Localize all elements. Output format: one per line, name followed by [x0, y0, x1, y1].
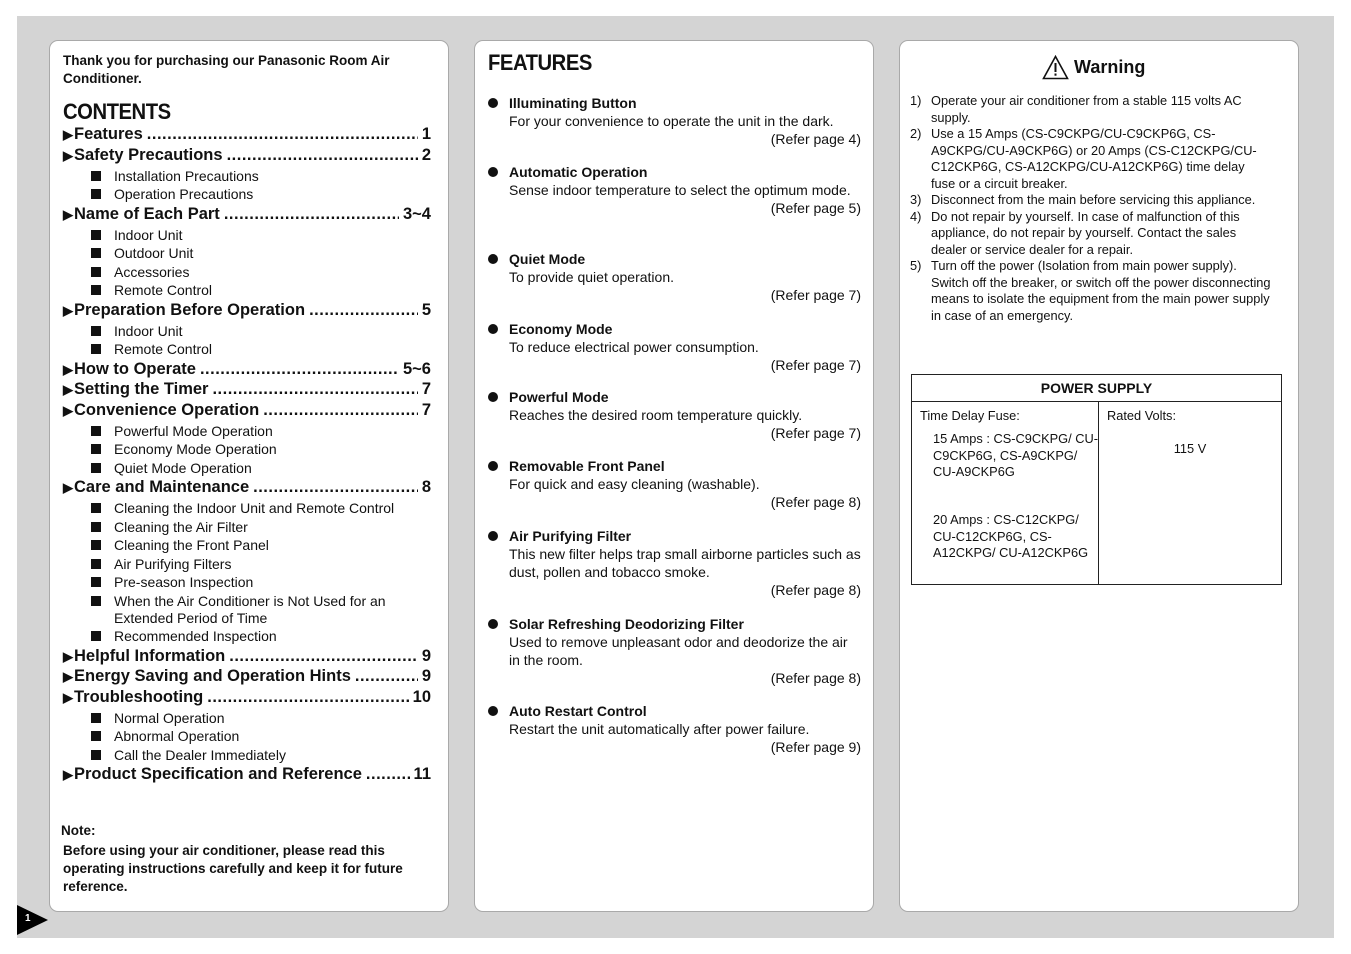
- arrow-right-icon: ▶: [63, 361, 73, 377]
- toc-subentry: [63, 441, 431, 458]
- warning-item: [910, 258, 1272, 324]
- toc-subentry: [63, 747, 431, 764]
- warning-heading: [1042, 55, 1145, 80]
- feature-heading: [488, 702, 861, 720]
- power-supply-table: [911, 374, 1282, 585]
- feature-title: Illuminating Button: [509, 95, 637, 111]
- toc-leader-dots: [366, 765, 410, 784]
- toc-subentry: [63, 323, 431, 340]
- round-bullet-icon: [488, 531, 498, 541]
- toc-entry-page: 2: [421, 145, 431, 164]
- toc-entry-title: Product Specification and Reference: [74, 765, 362, 783]
- toc-subentry-text: Indoor Unit: [114, 226, 183, 243]
- toc-subentry-text: Economy Mode Operation: [114, 441, 277, 457]
- power-supply-title: POWER SUPPLY: [912, 375, 1281, 402]
- toc-leader-dots: [229, 647, 418, 666]
- toc-subentry: [63, 227, 431, 244]
- toc-entry-title: Convenience Operation: [74, 400, 260, 419]
- toc-leader-dots: [263, 401, 418, 420]
- arrow-right-icon: ▶: [63, 206, 73, 222]
- toc-leader-dots: [355, 667, 418, 686]
- feature-description: To provide quiet operation.: [509, 269, 674, 285]
- feature-item: [488, 457, 861, 511]
- toc-entry: [63, 765, 431, 786]
- fuse-15-amps: 15 Amps : CS-C9CKPG/ CU-C9CKP6G, CS-A9CKPG/ CU-A9CKP6G: [933, 431, 1098, 479]
- feature-page-reference: (Refer page 7): [770, 357, 861, 373]
- warning-item-number: 5): [910, 258, 922, 273]
- warning-item-text: Use a 15 Amps (CS-C9CKPG/CU-C9CKP6G, CS-A9CKPG/CU-A9CKP6G) or 20 Amps (CS-C12CKPG/CU-C12CKP6G, CS-A12CKPG/CU-A12CKP6G) time delay fuse or a circuit breaker.: [931, 126, 1257, 191]
- warning-item-number: 1): [910, 93, 922, 108]
- toc-subentry: [63, 282, 431, 299]
- toc-entry-page: 5: [421, 300, 431, 319]
- square-bullet-icon: [91, 285, 101, 295]
- toc-subentry-text: Outdoor Unit: [114, 245, 194, 261]
- toc-subentry-text: Recommended Inspection: [114, 628, 277, 644]
- toc-subentry: [63, 264, 431, 281]
- warning-item-number: 2): [910, 126, 922, 141]
- toc-subentry: [63, 519, 431, 536]
- feature-page-reference: (Refer page 7): [770, 425, 861, 441]
- toc-entry-title: Care and Maintenance: [74, 478, 250, 496]
- toc-entry: [63, 125, 431, 146]
- feature-item: [488, 527, 861, 599]
- toc-leader-dots: [212, 380, 417, 399]
- toc-subentry: [63, 728, 431, 745]
- feature-heading: [488, 163, 861, 181]
- feature-page-reference: (Refer page 8): [770, 670, 861, 686]
- toc-subentry-text: Quiet Mode Operation: [114, 459, 252, 476]
- warning-list: [910, 93, 1272, 324]
- square-bullet-icon: [91, 522, 101, 532]
- toc-subentry-text: Remote Control: [114, 282, 213, 298]
- note-body: Before using your air conditioner, please read this operating instructions carefully and keep it for future reference.: [63, 843, 403, 894]
- round-bullet-icon: [488, 324, 498, 334]
- feature-item: [488, 702, 861, 756]
- feature-heading: [488, 94, 861, 112]
- square-bullet-icon: [91, 344, 101, 354]
- toc-entry-title: How to Operate: [74, 359, 196, 378]
- toc-entry: [63, 647, 431, 668]
- square-bullet-icon: [91, 559, 101, 569]
- toc-entry-page: 1: [421, 125, 431, 143]
- square-bullet-icon: [91, 540, 101, 550]
- toc-leader-dots: [207, 688, 408, 707]
- warning-item-text: Turn off the power (Isolation from main power supply). Switch off the breaker, or switch off the power disconnecting means to isolate the equipment from the main power supply in case of an emergency.: [931, 258, 1271, 323]
- page-frame: [17, 16, 1334, 938]
- square-bullet-icon: [91, 267, 101, 277]
- toc-entry: [63, 301, 431, 322]
- feature-description: For your convenience to operate the unit in the dark.: [509, 113, 834, 129]
- arrow-right-icon: ▶: [63, 689, 73, 705]
- fuse-label: Time Delay Fuse:: [920, 408, 1020, 423]
- warning-title: Warning: [1074, 57, 1146, 77]
- square-bullet-icon: [91, 731, 101, 741]
- feature-title: Powerful Mode: [509, 389, 609, 405]
- toc-entry: [63, 401, 431, 422]
- toc-entry-page: 8: [421, 478, 431, 496]
- toc-leader-dots: [253, 478, 418, 497]
- toc-entry-title: Energy Saving and Operation Hints: [74, 667, 351, 685]
- feature-page-reference: (Refer page 9): [770, 739, 861, 755]
- toc-entry-title: Features: [74, 125, 143, 143]
- toc-entry-page: 5~6: [403, 359, 431, 378]
- round-bullet-icon: [488, 392, 498, 402]
- note-title: Note:: [61, 823, 96, 838]
- feature-item: [488, 94, 861, 148]
- square-bullet-icon: [91, 189, 101, 199]
- toc-leader-dots: [309, 301, 418, 320]
- square-bullet-icon: [91, 248, 101, 258]
- round-bullet-icon: [488, 619, 498, 629]
- feature-title: Removable Front Panel: [509, 458, 665, 474]
- feature-page-reference: (Refer page 8): [770, 494, 861, 510]
- toc-subentry: [63, 500, 431, 517]
- round-bullet-icon: [488, 461, 498, 471]
- feature-title: Air Purifying Filter: [509, 528, 632, 544]
- feature-heading: [488, 527, 861, 545]
- contents-panel: [49, 40, 449, 912]
- square-bullet-icon: [91, 596, 101, 606]
- square-bullet-icon: [91, 463, 101, 473]
- table-of-contents: [63, 125, 431, 786]
- toc-leader-dots: [224, 205, 399, 224]
- toc-entry-title: Setting the Timer: [74, 380, 209, 398]
- toc-subentry: [63, 341, 431, 358]
- toc-entry-page: 10: [412, 687, 431, 706]
- toc-entry-title: Name of Each Part: [74, 204, 220, 223]
- square-bullet-icon: [91, 444, 101, 454]
- intro-text: Thank you for purchasing our Panasonic Room Air Conditioner.: [63, 53, 390, 86]
- fuse-20-amps: 20 Amps : CS-C12CKPG/ CU-C12CKP6G, CS-A12CKPG/ CU-A12CKP6G: [933, 512, 1089, 560]
- toc-entry-page: 9: [421, 667, 431, 685]
- toc-entry-title: Helpful Information: [74, 646, 226, 665]
- feature-heading: [488, 388, 861, 406]
- square-bullet-icon: [91, 750, 101, 760]
- toc-subentry-text: Accessories: [114, 263, 190, 280]
- feature-page-reference: (Refer page 8): [770, 582, 861, 598]
- feature-title: Solar Refreshing Deodorizing Filter: [509, 616, 744, 632]
- arrow-right-icon: ▶: [63, 302, 73, 318]
- feature-item: [488, 320, 861, 374]
- toc-subentry-text: When the Air Conditioner is Not Used for an Extended Period of Time: [114, 592, 386, 626]
- feature-title: Automatic Operation: [509, 164, 648, 180]
- toc-subentry: [63, 460, 431, 477]
- arrow-right-icon: ▶: [63, 669, 73, 684]
- toc-subentry-text: Abnormal Operation: [114, 728, 240, 744]
- feature-page-reference: (Refer page 5): [770, 200, 861, 216]
- round-bullet-icon: [488, 254, 498, 264]
- volts-value: 115 V: [1173, 441, 1207, 456]
- feature-item: [488, 388, 861, 442]
- feature-item: [488, 163, 861, 217]
- feature-page-reference: (Refer page 7): [770, 287, 861, 303]
- feature-description: For quick and easy cleaning (washable).: [509, 476, 760, 492]
- toc-subentry-text: Cleaning the Air Filter: [114, 518, 248, 535]
- feature-title: Auto Restart Control: [509, 703, 647, 719]
- page-number: 1: [25, 913, 31, 924]
- toc-entry: [63, 360, 431, 381]
- toc-entry-page: 11: [413, 765, 431, 783]
- toc-subentry: [63, 710, 431, 727]
- toc-subentry-text: Remote Control: [114, 341, 213, 357]
- warning-item: [910, 209, 1272, 259]
- toc-entry-page: 3~4: [403, 204, 431, 223]
- square-bullet-icon: [91, 713, 101, 723]
- feature-description: Restart the unit automatically after power failure.: [509, 721, 810, 737]
- square-bullet-icon: [91, 577, 101, 587]
- toc-entry-page: 7: [421, 380, 431, 398]
- toc-subentry: [63, 556, 431, 573]
- warning-panel: [899, 40, 1299, 912]
- toc-subentry-text: Operation Precautions: [114, 186, 254, 202]
- arrow-right-icon: ▶: [63, 767, 73, 782]
- arrow-right-icon: ▶: [63, 147, 73, 163]
- square-bullet-icon: [91, 426, 101, 436]
- feature-heading: [488, 615, 861, 633]
- toc-subentry-text: Call the Dealer Immediately: [114, 746, 286, 763]
- warning-item: [910, 192, 1272, 209]
- square-bullet-icon: [91, 503, 101, 513]
- toc-entry-title: Safety Precautions: [74, 145, 223, 164]
- warning-item: [910, 93, 1272, 126]
- features-panel: [474, 40, 874, 912]
- toc-subentry-text: Indoor Unit: [114, 322, 183, 339]
- feature-description: Used to remove unpleasant odor and deodorize the air in the room.: [509, 634, 848, 668]
- fuse-column: [912, 402, 1099, 584]
- feature-heading: [488, 250, 861, 268]
- toc-subentry-text: Cleaning the Indoor Unit and Remote Control: [114, 500, 395, 516]
- toc-subentry-text: Installation Precautions: [114, 167, 259, 184]
- toc-entry: [63, 380, 431, 401]
- round-bullet-icon: [488, 98, 498, 108]
- arrow-right-icon: ▶: [63, 480, 73, 495]
- arrow-right-icon: ▶: [63, 648, 73, 664]
- volts-column: [1099, 402, 1281, 584]
- toc-entry-page: 9: [421, 646, 431, 665]
- warning-item-number: 4): [910, 208, 922, 224]
- toc-subentry: [63, 423, 431, 440]
- square-bullet-icon: [91, 326, 101, 336]
- toc-entry: [63, 667, 431, 688]
- toc-entry-page: 7: [421, 400, 431, 419]
- feature-description: To reduce electrical power consumption.: [509, 339, 759, 355]
- feature-title: Quiet Mode: [509, 251, 586, 267]
- toc-subentry-text: Air Purifying Filters: [114, 555, 232, 572]
- feature-description: Reaches the desired room temperature quickly.: [509, 407, 803, 423]
- toc-subentry: [63, 537, 431, 554]
- toc-subentry-text: Cleaning the Front Panel: [114, 537, 269, 553]
- feature-description: Sense indoor temperature to select the optimum mode.: [509, 182, 851, 198]
- round-bullet-icon: [488, 706, 498, 716]
- feature-heading: [488, 457, 861, 475]
- page-marker-triangle: [17, 905, 48, 935]
- feature-item: [488, 250, 861, 304]
- round-bullet-icon: [488, 167, 498, 177]
- feature-item: [488, 615, 861, 687]
- square-bullet-icon: [91, 230, 101, 240]
- toc-subentry-text: Pre-season Inspection: [114, 574, 254, 590]
- toc-entry-title: Preparation Before Operation: [74, 300, 306, 319]
- arrow-right-icon: ▶: [63, 127, 73, 142]
- warning-item-text: Operate your air conditioner from a stable 115 volts AC supply.: [931, 93, 1242, 125]
- feature-description: This new filter helps trap small airborne particles such as dust, pollen and tobacco smoke.: [509, 546, 861, 580]
- feature-page-reference: (Refer page 4): [770, 131, 861, 147]
- square-bullet-icon: [91, 631, 101, 641]
- toc-entry-title: Troubleshooting: [74, 687, 204, 706]
- toc-subentry: [63, 574, 431, 591]
- toc-entry: [63, 146, 431, 167]
- warning-item-text: Disconnect from the main before servicing this appliance.: [931, 192, 1256, 207]
- toc-leader-dots: [227, 146, 418, 165]
- feature-heading: [488, 320, 861, 338]
- toc-leader-dots: [200, 360, 399, 379]
- toc-subentry: [63, 168, 431, 185]
- volts-label: Rated Volts:: [1107, 408, 1177, 423]
- warning-item-text: Do not repair by yourself. In case of malfunction of this appliance, do not repair by yourself. Contact the sales dealer or service dealer for a repair.: [931, 208, 1240, 257]
- toc-subentry: [63, 593, 431, 627]
- toc-entry: [63, 205, 431, 226]
- toc-subentry-text: Powerful Mode Operation: [114, 422, 273, 439]
- toc-subentry: [63, 186, 431, 203]
- toc-subentry: [63, 245, 431, 262]
- toc-entry: [63, 688, 431, 709]
- warning-item: [910, 126, 1272, 192]
- contents-title: CONTENTS: [63, 99, 171, 124]
- toc-subentry-text: Normal Operation: [114, 709, 225, 726]
- toc-entry: [63, 478, 431, 499]
- feature-title: Economy Mode: [509, 321, 613, 337]
- toc-leader-dots: [147, 125, 418, 144]
- arrow-right-icon: ▶: [63, 402, 73, 418]
- toc-subentry: [63, 628, 431, 645]
- warning-item-number: 3): [910, 192, 922, 207]
- warning-triangle-icon: [1042, 55, 1069, 80]
- arrow-right-icon: ▶: [63, 382, 73, 397]
- square-bullet-icon: [91, 171, 101, 181]
- features-title: FEATURES: [488, 50, 592, 75]
